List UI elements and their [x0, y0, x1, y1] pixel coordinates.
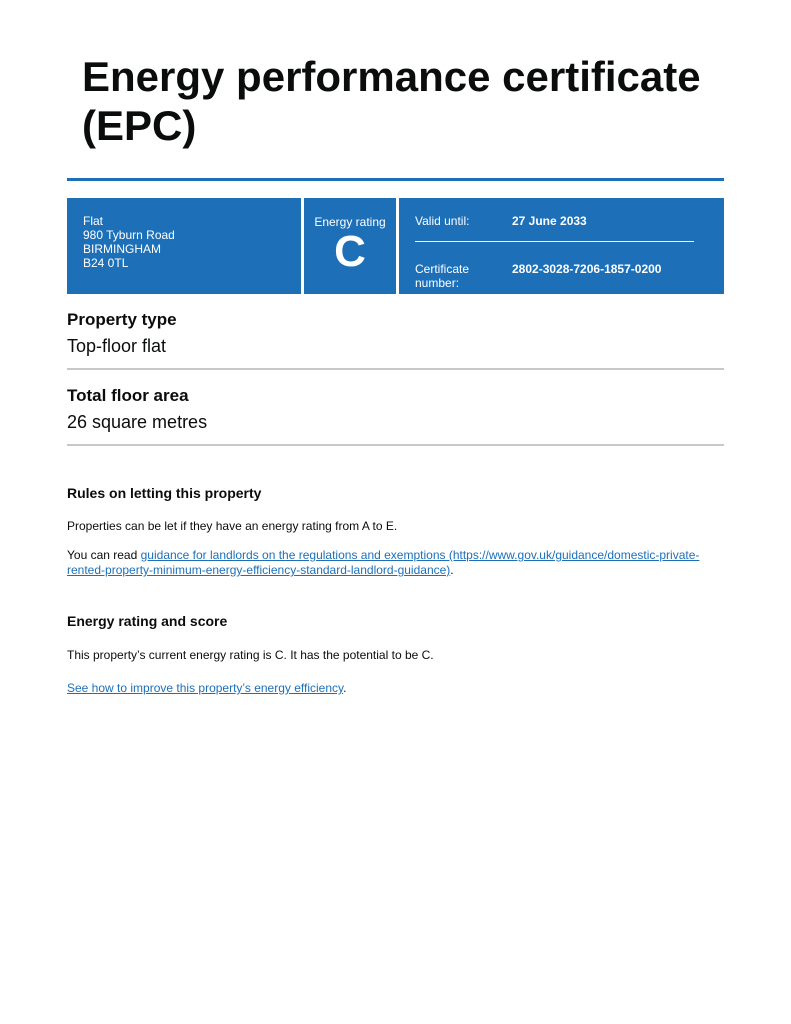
certificate-meta-panel: [399, 198, 724, 294]
address-line-3: BIRMINGHAM: [83, 242, 161, 256]
letting-rules-text: Properties can be let if they have an energy rating from A to E.: [67, 519, 398, 533]
property-type-value: Top-floor flat: [67, 336, 167, 356]
energy-rating-letter: C: [334, 227, 366, 276]
property-type-heading: Property type: [67, 310, 177, 329]
address-panel: [67, 198, 301, 294]
floor-area-value: 26 square metres: [67, 412, 208, 432]
address-line-1: Flat: [83, 214, 104, 228]
certificate-number-row: [415, 262, 694, 290]
valid-until-value: 27 June 2033: [512, 214, 587, 228]
guidance-prefix-text: You can read: [67, 548, 141, 562]
current-rating-text: This property’s current energy rating is C. It has the potential to be C.: [67, 648, 434, 662]
address-line-2: 980 Tyburn Road: [83, 228, 175, 242]
improve-suffix-text: .: [343, 681, 347, 695]
section-divider: [67, 368, 724, 370]
improve-efficiency-paragraph: [67, 681, 727, 696]
energy-rating-label: Energy rating: [314, 215, 386, 229]
valid-until-row: [415, 214, 694, 228]
meta-divider: [415, 241, 694, 242]
certificate-summary-band: [67, 198, 724, 294]
address-postcode: B24 0TL: [83, 256, 129, 270]
landlord-guidance-link[interactable]: guidance for landlords on the regulations and exemptions (https://www.gov.uk/guidance/domestic-private- rented-property-minimum-energy-efficiency-standard-landlord-guidance): [67, 548, 700, 577]
certificate-number-value: 2802-3028-7206-1857-0200: [512, 262, 662, 276]
valid-until-label: Valid until:: [415, 214, 470, 228]
landlord-guidance-paragraph: [67, 548, 727, 578]
guidance-suffix-text: .: [450, 563, 454, 577]
energy-rating-score-heading: Energy rating and score: [67, 613, 228, 629]
improve-efficiency-link[interactable]: See how to improve this property’s energy efficiency: [67, 681, 344, 695]
page-title: Energy performance certificate (EPC): [82, 53, 701, 149]
letting-rules-heading: Rules on letting this property: [67, 485, 262, 501]
section-divider: [67, 444, 724, 446]
floor-area-heading: Total floor area: [67, 386, 189, 405]
title-divider: [67, 178, 724, 181]
certificate-number-label: Certificate number:: [415, 262, 470, 290]
floor-area-section: [67, 386, 724, 433]
energy-rating-panel: [304, 198, 396, 294]
property-type-section: [67, 310, 724, 357]
